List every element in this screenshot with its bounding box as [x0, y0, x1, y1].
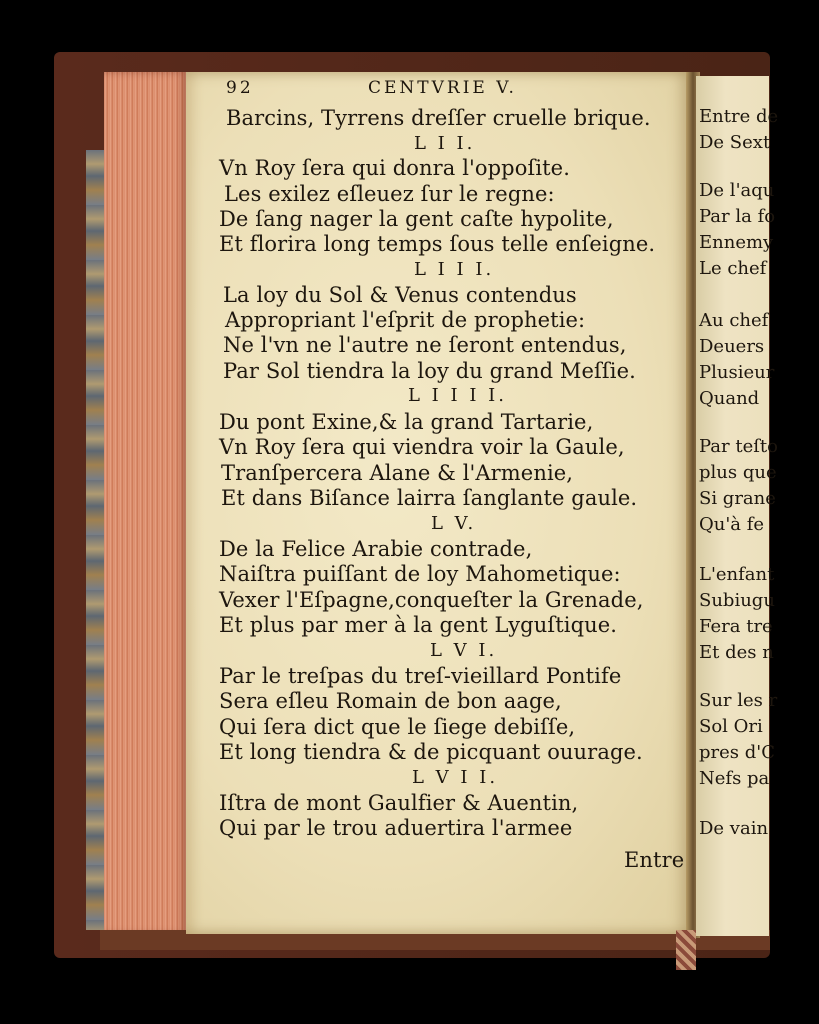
next-page-line: Fera tre — [699, 616, 773, 637]
next-page-line: plus que — [699, 462, 777, 483]
next-page-line: Nefs pa — [699, 768, 770, 789]
page-edges — [104, 72, 188, 934]
verse-line: Iſtra de mont Gaulfier & Auentin, — [219, 791, 579, 815]
next-page-line: Par la fo — [699, 206, 776, 227]
page-number: 92 — [226, 78, 254, 98]
verse-line: Et florira long temps ſous telle enſeigne. — [219, 232, 656, 256]
verse-line: La loy du Sol & Venus contendus — [223, 283, 577, 307]
quatrain-number: L I I I I. — [408, 385, 508, 406]
next-page-line: Plusieur — [699, 362, 775, 383]
next-page-line: Qu'à fe — [699, 514, 765, 535]
quatrain-number: L V I I. — [412, 767, 499, 788]
next-page-line: De vain — [699, 818, 769, 839]
verse-line: Par le treſpas du treſ-vieillard Pontife — [219, 664, 622, 688]
quatrain-number: L V. — [431, 513, 477, 534]
next-page-line: Subiugu — [699, 590, 775, 611]
verse-line: Sera eſleu Romain de bon aage, — [219, 689, 562, 713]
next-page-line: Sur les r — [699, 690, 778, 711]
verse-line: Appropriant l'eſprit de prophetie: — [225, 308, 586, 332]
verse-line: Tranſpercera Alane & l'Armenie, — [221, 461, 574, 485]
verse-line: Et dans Biſance lairra ſanglante gaule. — [221, 486, 638, 510]
verse-line: Qui par le trou aduertira l'armee — [219, 816, 573, 840]
verse-line: Vn Roy ſera qui viendra voir la Gaule, — [219, 435, 625, 459]
next-page-line: Le chef — [699, 258, 767, 279]
verse-line: Vn Roy ſera qui donra l'oppoſite. — [219, 156, 570, 180]
verse-line: Du pont Exine,& la grand Tartarie, — [219, 410, 594, 434]
quatrain-number: L I I I. — [414, 259, 495, 280]
verse-line: De ſang nager la gent caſte hypolite, — [219, 207, 614, 231]
next-page-line: De l'aqu — [699, 180, 775, 201]
next-page-line: Au chef — [699, 310, 769, 331]
next-page-line: pres d'C — [699, 742, 775, 763]
verse-line: Ne l'vn ne l'autre ne ſeront entendus, — [223, 333, 627, 357]
verse-line: Et plus par mer à la gent Lyguſtique. — [219, 613, 618, 637]
page-text — [186, 72, 692, 934]
right-page-fragment — [696, 76, 779, 936]
next-page-line: Et des n — [699, 642, 774, 663]
next-page-line: Entre de — [699, 106, 779, 127]
next-page-line: L'enfant — [699, 564, 775, 585]
verse-line: Les exilez eſleuez ſur le regne: — [224, 182, 555, 206]
next-page-line: Ennemy — [699, 232, 774, 253]
quatrain-number: L V I. — [430, 640, 498, 661]
running-title: CENTVRIE V. — [368, 78, 517, 98]
verse-line: Naiſtra puiſſant de loy Mahometique: — [219, 562, 621, 586]
next-page-line: De Sext — [699, 132, 771, 153]
verse-line: Par Sol tiendra la loy du grand Meſſie. — [223, 359, 636, 383]
verse-line: De la Felice Arabie contrade, — [219, 537, 533, 561]
catchword: Entre — [624, 848, 685, 872]
ribbon-bookmark — [676, 930, 696, 970]
next-page-line: Si grane — [699, 488, 776, 509]
verse-line: Qui ſera dict que le ſiege debiſſe, — [219, 715, 576, 739]
verse-line: Et long tiendra & de picquant ouurage. — [219, 740, 643, 764]
verse-line: Vexer l'Eſpagne,conqueſter la Grenade, — [219, 588, 644, 612]
verse-line: Barcins, Tyrrens dreſſer cruelle brique. — [226, 106, 651, 130]
next-page-line: Sol Ori — [699, 716, 763, 737]
next-page-line: Quand — [699, 388, 760, 409]
next-page-line: Par teſto — [699, 436, 778, 457]
next-page-line: Deuers — [699, 336, 765, 357]
left-page — [186, 72, 692, 934]
quatrain-number: L I I. — [414, 133, 476, 154]
